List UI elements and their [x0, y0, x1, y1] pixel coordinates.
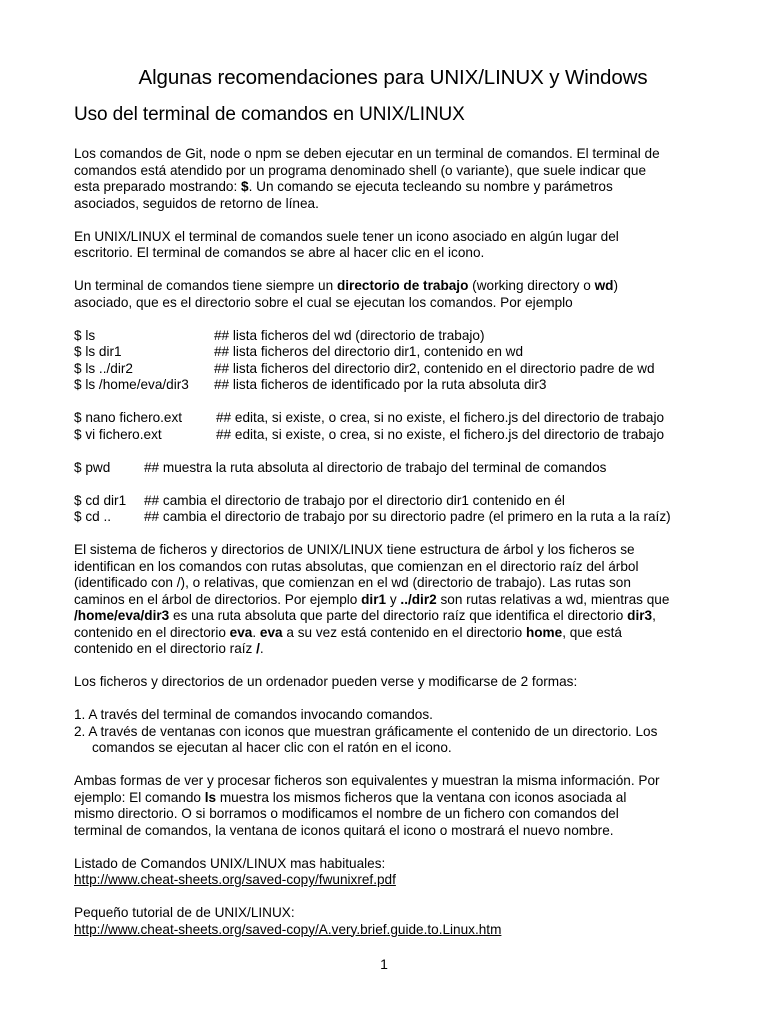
- text-line: Ambas formas de ver y procesar ficheros son equivalentes y muestran la misma información. Por: [74, 773, 660, 788]
- cheat-sheet-link[interactable]: http://www.cheat-sheets.org/saved-copy/fwunixref.pdf: [74, 872, 396, 887]
- page-number: 1: [380, 956, 388, 972]
- linux-guide-link[interactable]: http://www.cheat-sheets.org/saved-copy/A.very.brief.guide.to.Linux.htm: [74, 921, 502, 937]
- command-example: $ ls ## lista ficheros del wd (directorio de trabajo): [74, 327, 485, 343]
- text-line: mismo directorio. O si borramos o modificamos el nombre de un fichero con comandos del: [74, 806, 619, 821]
- text-line: /home/eva/dir3 es una ruta absoluta que parte del directorio raíz que identifica el directorio dir3,: [74, 608, 656, 623]
- command-example: $ vi fichero.ext ## edita, si existe, o crea, si no existe, el fichero.js del directorio de trabajo: [74, 426, 665, 442]
- text-line: terminal de comandos, la ventana de iconos quitará el icono o mostrará el nuevo nombre.: [74, 822, 614, 838]
- section-heading: Uso del terminal de comandos en UNIX/LINUX: [74, 104, 465, 125]
- text-line: Los comandos de Git, node o npm se deben ejecutar en un terminal de comandos. El terminal de: [74, 146, 660, 161]
- text-line: comandos está atendido por un programa denominado shell (o variante), que suele indicar que: [74, 162, 647, 178]
- text-line: contenido en el directorio eva. eva a su vez está contenido en el directorio home, que está: [74, 624, 622, 640]
- text-line: asociado, que es el directorio sobre el cual se ejecutan los comandos. Por ejemplo: [74, 294, 573, 310]
- text-line: ejemplo: El comando ls muestra los mismos ficheros que la ventana con iconos asociada al: [74, 789, 627, 805]
- link-label: Listado de Comandos UNIX/LINUX mas habituales:: [74, 855, 386, 871]
- command-example: $ ls dir1 ## lista ficheros del directorio dir1, contenido en wd: [74, 344, 524, 359]
- text-line: Un terminal de comandos tiene siempre un directorio de trabajo (working directory o wd): [74, 278, 618, 293]
- text-line: esta preparado mostrando: $. Un comando se ejecuta tecleando su nombre y parámetros: [74, 179, 613, 194]
- paragraph-intro: [74, 146, 704, 938]
- text-line: Los ficheros y directorios de un ordenador pueden verse y modificarse de 2 formas:: [74, 674, 578, 689]
- document-title: Algunas recomendaciones para UNIX/LINUX y Windows: [138, 66, 648, 89]
- text-line: asociados, seguidos de retorno de línea.: [74, 195, 319, 211]
- document-page: [74, 66, 704, 938]
- command-example: $ cd dir1 ## cambia el directorio de trabajo por el directorio dir1 contenido en él: [74, 492, 565, 508]
- text-line: contenido en el directorio raíz /.: [74, 641, 264, 656]
- command-example: $ cd .. ## cambia el directorio de trabajo por su directorio padre (el primero en la ruta a la raíz): [74, 509, 671, 524]
- list-item: 1. A través del terminal de comandos invocando comandos.: [74, 707, 433, 722]
- link-label: Pequeño tutorial de de UNIX/LINUX:: [74, 905, 295, 920]
- list-item-continuation: comandos se ejecutan al hacer clic con el ratón en el icono.: [92, 740, 452, 755]
- command-example: $ ls /home/eva/dir3 ## lista ficheros de identificado por la ruta absoluta dir3: [74, 377, 547, 392]
- text-line: En UNIX/LINUX el terminal de comandos suele tener un icono asociado en algún lugar del: [74, 228, 619, 244]
- text-line: identifican en los comandos con rutas absolutas, que comienzan en el directorio raíz del árbol: [74, 558, 639, 574]
- list-item: 2. A través de ventanas con iconos que muestran gráficamente el contenido de un directorio. Los: [74, 723, 658, 739]
- text-line: caminos en el árbol de directorios. Por ejemplo dir1 y ../dir2 son rutas relativas a wd, mientras que: [74, 591, 670, 607]
- command-example: $ pwd ## muestra la ruta absoluta al directorio de trabajo del terminal de comandos: [74, 459, 607, 475]
- command-example: $ nano fichero.ext ## edita, si existe, o crea, si no existe, el fichero.js del directorio de trabajo: [74, 410, 665, 425]
- text-line: (identificado con /), o relativas, que comienzan en el wd (directorio de trabajo). Las rutas son: [74, 575, 631, 590]
- command-example: $ ls ../dir2 ## lista ficheros del directorio dir2, contenido en el directorio padre de wd: [74, 360, 655, 376]
- text-line: escritorio. El terminal de comandos se abre al hacer clic en el icono.: [74, 245, 485, 260]
- text-line: El sistema de ficheros y directorios de UNIX/LINUX tiene estructura de árbol y los ficheros se: [74, 542, 635, 557]
